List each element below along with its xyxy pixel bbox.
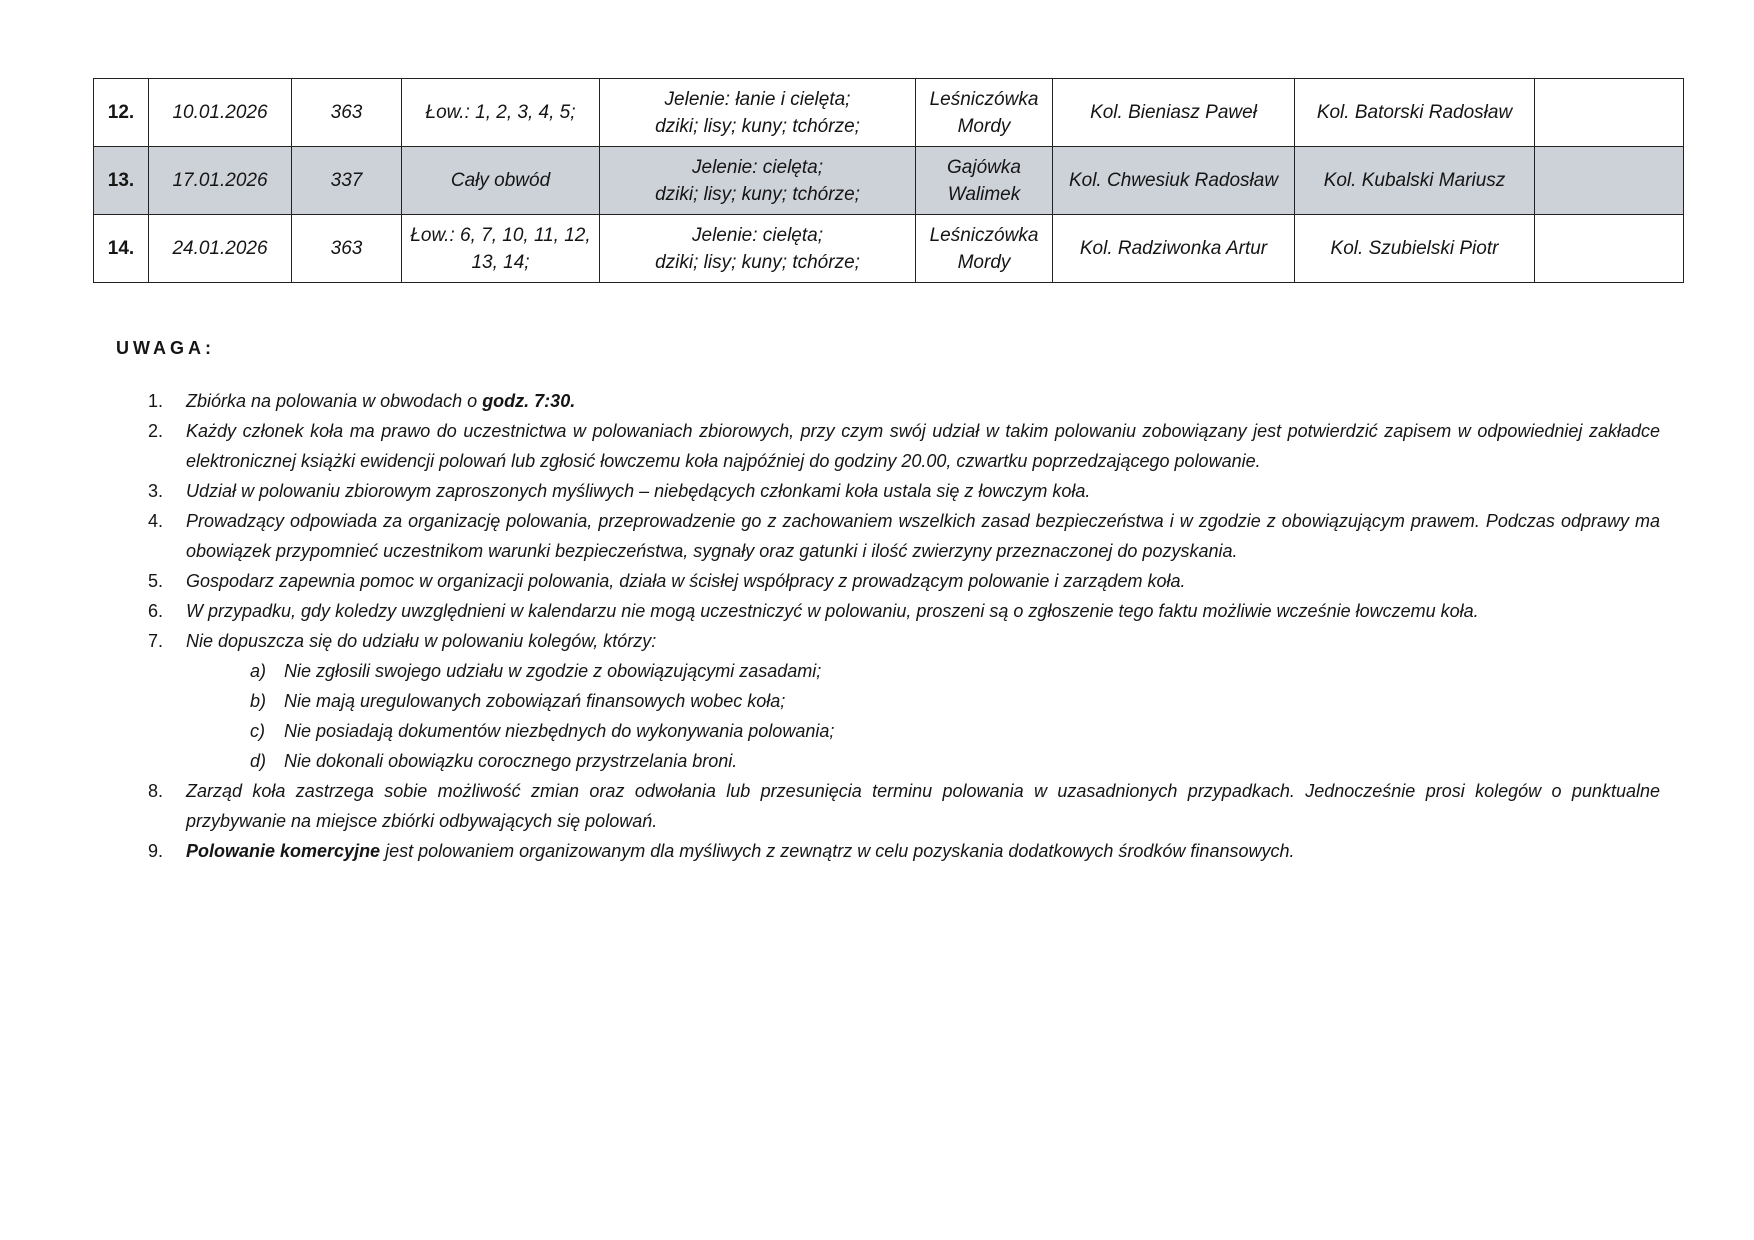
hunt-area: Łow.: 1, 2, 3, 4, 5; bbox=[402, 79, 600, 147]
place-line-2: Mordy bbox=[957, 251, 1011, 273]
sub-item-text: Nie mają uregulowanych zobowiązań finansowych wobec koła; bbox=[284, 691, 786, 711]
sub-list-item bbox=[250, 686, 1660, 716]
item-text: Każdy członek koła ma prawo do uczestnictwa w polowaniach zbiorowych, przy czym swój udział w takim polowaniu zobowiązany jest potwierdzić zapisem w odpowiedniej zakładce elektronicznej książki ewidencji polowań lub zgłosić łowczemu koła najpóźniej do godziny 20.00, czwartku poprzedzającego polowanie. bbox=[186, 421, 1660, 471]
hunt-host: Kol. Kubalski Mariusz bbox=[1295, 147, 1535, 215]
game-line-1: Jelenie: cielęta; bbox=[692, 224, 823, 246]
hunt-leader: Kol. Radziwonka Artur bbox=[1053, 215, 1295, 283]
place-line-1: Leśniczówka bbox=[929, 88, 1039, 110]
item-number: 8. bbox=[148, 781, 164, 801]
empty-cell bbox=[1535, 215, 1684, 283]
list-item bbox=[140, 506, 1660, 566]
table-row bbox=[94, 79, 1684, 147]
list-item bbox=[140, 416, 1660, 476]
game-line-2: dziki; lisy; kuny; tchórze; bbox=[655, 183, 860, 205]
hunt-date: 24.01.2026 bbox=[149, 215, 292, 283]
row-number: 14. bbox=[94, 215, 149, 283]
district-code: 337 bbox=[292, 147, 402, 215]
sub-item-letter: a) bbox=[250, 661, 267, 681]
game-line-1: Jelenie: cielęta; bbox=[692, 156, 823, 178]
item-number: 5. bbox=[148, 571, 164, 591]
hunt-leader: Kol. Bieniasz Paweł bbox=[1053, 79, 1295, 147]
row-number: 12. bbox=[94, 79, 149, 147]
item-number: 1. bbox=[148, 391, 164, 411]
table-row bbox=[94, 147, 1684, 215]
district-code: 363 bbox=[292, 215, 402, 283]
game-species bbox=[600, 147, 916, 215]
sub-list-item bbox=[250, 746, 1660, 776]
hunt-leader: Kol. Chwesiuk Radosław bbox=[1053, 147, 1295, 215]
item-number: 2. bbox=[148, 421, 164, 441]
row-number: 13. bbox=[94, 147, 149, 215]
place-line-1: Gajówka bbox=[947, 156, 1021, 178]
item-text: W przypadku, gdy koledzy uwzględnieni w kalendarzu nie mogą uczestniczyć w polowaniu, proszeni są o zgłoszenie tego faktu możliwie wcześnie łowczemu koła. bbox=[186, 601, 1479, 621]
sub-item-letter: d) bbox=[250, 751, 267, 771]
hunt-date: 10.01.2026 bbox=[149, 79, 292, 147]
item-text: Nie dopuszcza się do udziału w polowaniu kolegów, którzy: bbox=[186, 631, 657, 651]
item-number: 7. bbox=[148, 631, 164, 651]
item-text: Zarząd koła zastrzega sobie możliwość zmian oraz odwołania lub przesunięcia terminu polowania w uzasadnionych przypadkach. Jednocześnie prosi kolegów o punktualne przybywanie na miejsce zbiórki odbywających się polowań. bbox=[186, 781, 1660, 831]
game-line-2: dziki; lisy; kuny; tchórze; bbox=[655, 115, 860, 137]
list-item bbox=[140, 836, 1660, 866]
list-item bbox=[140, 626, 1660, 776]
item-text: Udział w polowaniu zbiorowym zaproszonych myśliwych – niebędących członkami koła ustala się z łowczym koła. bbox=[186, 481, 1091, 501]
list-item bbox=[140, 386, 1660, 416]
hunt-host: Kol. Batorski Radosław bbox=[1295, 79, 1535, 147]
hunt-area: Łow.: 6, 7, 10, 11, 12, 13, 14; bbox=[402, 215, 600, 283]
item-number: 6. bbox=[148, 601, 164, 621]
game-line-1: Jelenie: łanie i cielęta; bbox=[664, 88, 851, 110]
sub-item-letter: b) bbox=[250, 691, 267, 711]
item-text: jest polowaniem organizowanym dla myśliwych z zewnątrz w celu pozyskania dodatkowych środków finansowych. bbox=[380, 841, 1295, 861]
sub-item-letter: c) bbox=[250, 721, 265, 741]
list-item bbox=[140, 476, 1660, 506]
notes-heading: UWAGA: bbox=[116, 338, 215, 358]
sub-item-text: Nie dokonali obowiązku corocznego przystrzelania broni. bbox=[284, 751, 738, 771]
sub-list-item bbox=[250, 716, 1660, 746]
hunt-area: Cały obwód bbox=[402, 147, 600, 215]
empty-cell bbox=[1535, 79, 1684, 147]
list-item bbox=[140, 596, 1660, 626]
item-number: 4. bbox=[148, 511, 164, 531]
game-species bbox=[600, 215, 916, 283]
game-species bbox=[600, 79, 916, 147]
district-code: 363 bbox=[292, 79, 402, 147]
list-item bbox=[140, 776, 1660, 836]
place-line-2: Walimek bbox=[947, 183, 1021, 205]
game-line-2: dziki; lisy; kuny; tchórze; bbox=[655, 251, 860, 273]
meeting-place bbox=[916, 215, 1053, 283]
hunt-host: Kol. Szubielski Piotr bbox=[1295, 215, 1535, 283]
sub-item-text: Nie zgłosili swojego udziału w zgodzie z obowiązującymi zasadami; bbox=[284, 661, 822, 681]
sub-list bbox=[186, 656, 1660, 776]
table-row bbox=[94, 215, 1684, 283]
meeting-place bbox=[916, 79, 1053, 147]
list-item bbox=[140, 566, 1660, 596]
item-text: Gospodarz zapewnia pomoc w organizacji polowania, działa w ścisłej współpracy z prowadzącym polowanie i zarządem koła. bbox=[186, 571, 1186, 591]
sub-item-text: Nie posiadają dokumentów niezbędnych do wykonywania polowania; bbox=[284, 721, 835, 741]
item-text: Zbiórka na polowania w obwodach o bbox=[186, 391, 483, 411]
item-number: 3. bbox=[148, 481, 164, 501]
place-line-1: Leśniczówka bbox=[929, 224, 1039, 246]
notes-list bbox=[140, 386, 1660, 866]
item-number: 9. bbox=[148, 841, 164, 861]
sub-list-item bbox=[250, 656, 1660, 686]
meeting-place bbox=[916, 147, 1053, 215]
hunt-date: 17.01.2026 bbox=[149, 147, 292, 215]
item-bold-text: Polowanie komercyjne bbox=[186, 841, 381, 861]
empty-cell bbox=[1535, 147, 1684, 215]
item-bold-text: godz. 7:30. bbox=[482, 391, 576, 411]
item-text: Prowadzący odpowiada za organizację polowania, przeprowadzenie go z zachowaniem wszelkich zasad bezpieczeństwa i w zgodzie z obowiązującym prawem. Podczas odprawy ma obowiązek przypomnieć uczestnikom warunki bezpieczeństwa, sygnały oraz gatunki i ilość zwierzyny przeznaczonej do pozyskania. bbox=[186, 511, 1660, 561]
hunt-schedule-table bbox=[93, 78, 1684, 283]
place-line-2: Mordy bbox=[957, 115, 1011, 137]
